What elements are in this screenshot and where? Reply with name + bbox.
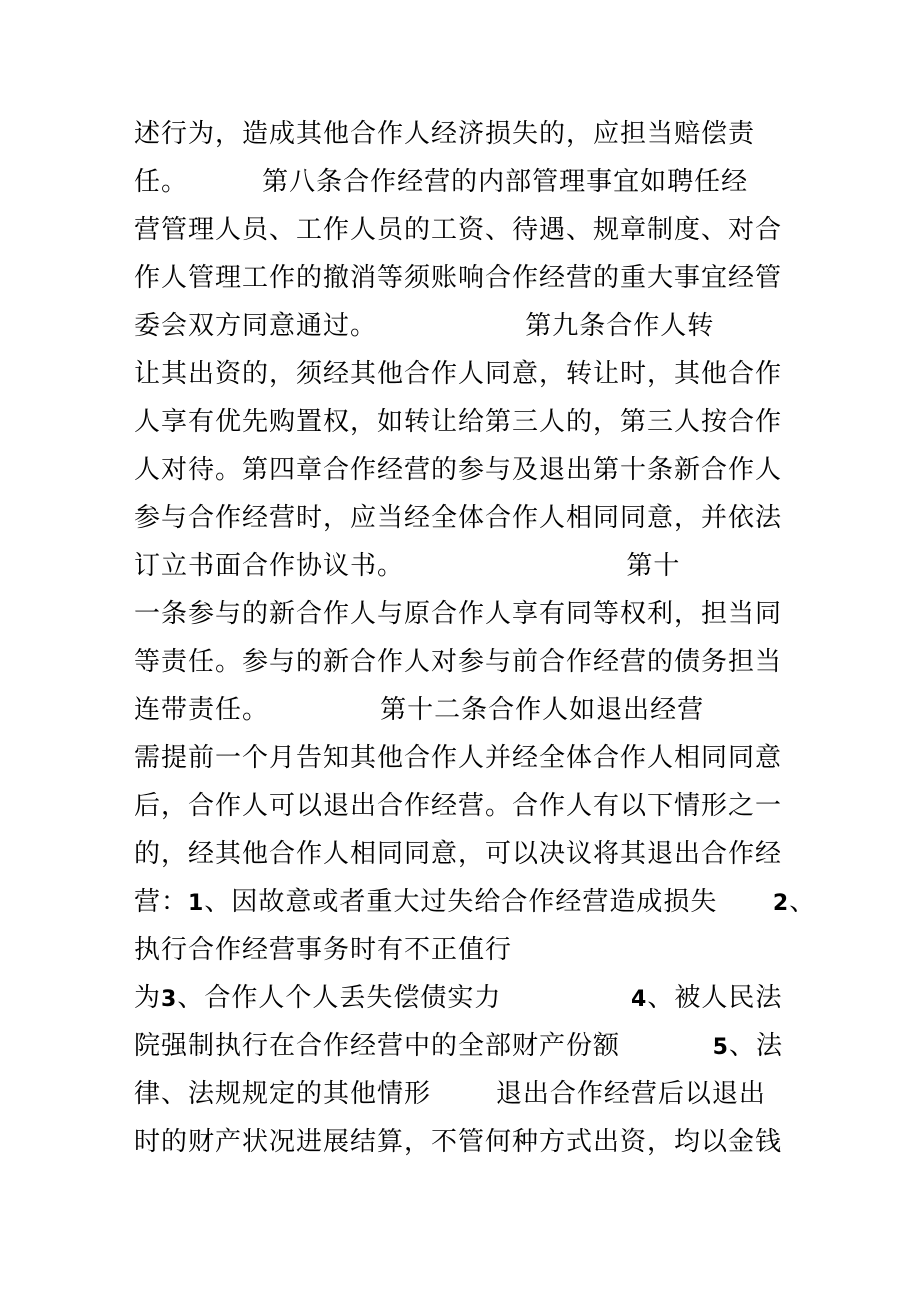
text-line: 人对待。第四章合作经营的参与及退出第十条新合作人 bbox=[134, 455, 783, 485]
text-line: 一条参与的新合作人与原合作人享有同等权利，担当同 bbox=[134, 599, 783, 629]
text-line: 让其出资的，须经其他合作人同意，转让时，其他合作 bbox=[134, 359, 783, 389]
text-line: 作人管理工作的撤消等须账响合作经营的重大事宜经管 bbox=[134, 263, 783, 293]
text-line: 时的财产状况进展结算，不管何种方式出资，均以金钱 bbox=[134, 1127, 783, 1157]
text-line: 执行合作经营事务时有不正值行 bbox=[134, 935, 513, 965]
text-line: 参与合作经营时，应当经全体合作人相同同意，并依法 bbox=[134, 503, 783, 533]
text-line: 述行为，造成其他合作人经济损失的，应担当赔偿责 bbox=[134, 119, 756, 149]
text-line: 后，合作人可以退出合作经营。合作人有以下情形之一 bbox=[134, 791, 783, 821]
text-line: 为3、合作人个人丢失偿债实力 4、被人民法 bbox=[134, 983, 783, 1013]
document-body bbox=[134, 110, 817, 1166]
text-line: 律、法规规定的其他情形 退出合作经营后以退出 bbox=[134, 1079, 766, 1109]
text-line: 等责任。参与的新合作人对参与前合作经营的债务担当 bbox=[134, 647, 783, 677]
list-number: 5 bbox=[712, 1035, 729, 1060]
text-line: 营管理人员、工作人员的工资、待遇、规章制度、对合 bbox=[134, 215, 783, 245]
list-number: 1 bbox=[188, 891, 205, 916]
text-line: 连带责任。 第十二条合作人如退出经营 bbox=[134, 695, 705, 725]
list-number: 3 bbox=[161, 987, 178, 1012]
text-line: 委会双方同意通过。 第九条合作人转 bbox=[134, 311, 715, 341]
text-line: 任。 第八条合作经营的内部管理事宜如聘任经 bbox=[134, 167, 749, 197]
text-line: 的，经其他合作人相同同意，可以决议将其退出合作经 bbox=[134, 839, 783, 869]
text-line: 需提前一个月告知其他合作人并经全体合作人相同同意 bbox=[134, 743, 783, 773]
text-line: 营：1、因故意或者重大过失给合作经营造成损失 2、 bbox=[134, 887, 817, 917]
list-number: 2 bbox=[772, 891, 790, 916]
text-line: 院强制执行在合作经营中的全部财产份额 5、法 bbox=[134, 1031, 783, 1061]
text-line: 订立书面合作协议书。 第十 bbox=[134, 551, 681, 581]
list-number: 4 bbox=[631, 987, 648, 1012]
text-line: 人享有优先购置权，如转让给第三人的，第三人按合作 bbox=[134, 407, 783, 437]
